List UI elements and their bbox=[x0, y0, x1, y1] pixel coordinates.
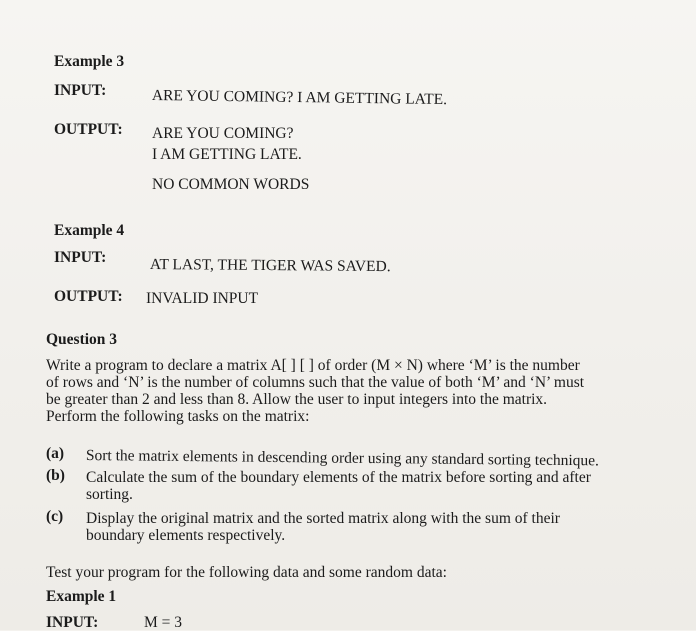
example3-input-value: ARE YOU COMING? I AM GETTING LATE. bbox=[151, 87, 448, 109]
task-c-marker: (c) bbox=[46, 508, 64, 525]
example4-output-value: INVALID INPUT bbox=[146, 290, 259, 307]
task-b-marker: (b) bbox=[46, 467, 65, 484]
question3-heading: Question 3 bbox=[46, 331, 118, 348]
example3-output-label: OUTPUT: bbox=[54, 121, 123, 138]
task-b-text-line1: Calculate the sum of the boundary elements of the matrix before sorting and after bbox=[86, 469, 591, 486]
example3-output-line3: NO COMMON WORDS bbox=[152, 176, 310, 193]
example3-output-line1: ARE YOU COMING? bbox=[152, 125, 294, 142]
example4-heading: Example 4 bbox=[54, 222, 125, 239]
task-a-marker: (a) bbox=[46, 445, 65, 462]
task-c-text-line2: boundary elements respectively. bbox=[86, 527, 286, 544]
example1-input-label: INPUT: bbox=[46, 614, 99, 631]
example3-output-line2: I AM GETTING LATE. bbox=[152, 146, 302, 163]
question3-para-line3: be greater than 2 and less than 8. Allow the user to input integers into the matrix. bbox=[46, 391, 548, 408]
task-b-text-line2: sorting. bbox=[86, 486, 133, 503]
question3-para-line4: Perform the following tasks on the matrix: bbox=[46, 408, 310, 425]
example4-output-label: OUTPUT: bbox=[54, 288, 123, 305]
example1-heading: Example 1 bbox=[46, 588, 117, 605]
example4-input-label: INPUT: bbox=[54, 249, 107, 266]
question3-para-line2: of rows and ‘N’ is the number of columns such that the value of both ‘M’ and ‘N’ must bbox=[46, 374, 585, 391]
question3-para-line1: Write a program to declare a matrix A[ ] [ ] of order (M × N) where ‘M’ is the number bbox=[46, 357, 580, 374]
example1-input-value: M = 3 bbox=[144, 614, 183, 631]
test-instruction: Test your program for the following data and some random data: bbox=[46, 564, 447, 581]
example3-input-label: INPUT: bbox=[54, 82, 107, 99]
example4-input-value: AT LAST, THE TIGER WAS SAVED. bbox=[149, 256, 391, 276]
example3-heading: Example 3 bbox=[54, 53, 125, 70]
task-a-text: Sort the matrix elements in descending order using any standard sorting technique. bbox=[85, 447, 600, 470]
task-c-text-line1: Display the original matrix and the sorted matrix along with the sum of their bbox=[86, 510, 560, 527]
